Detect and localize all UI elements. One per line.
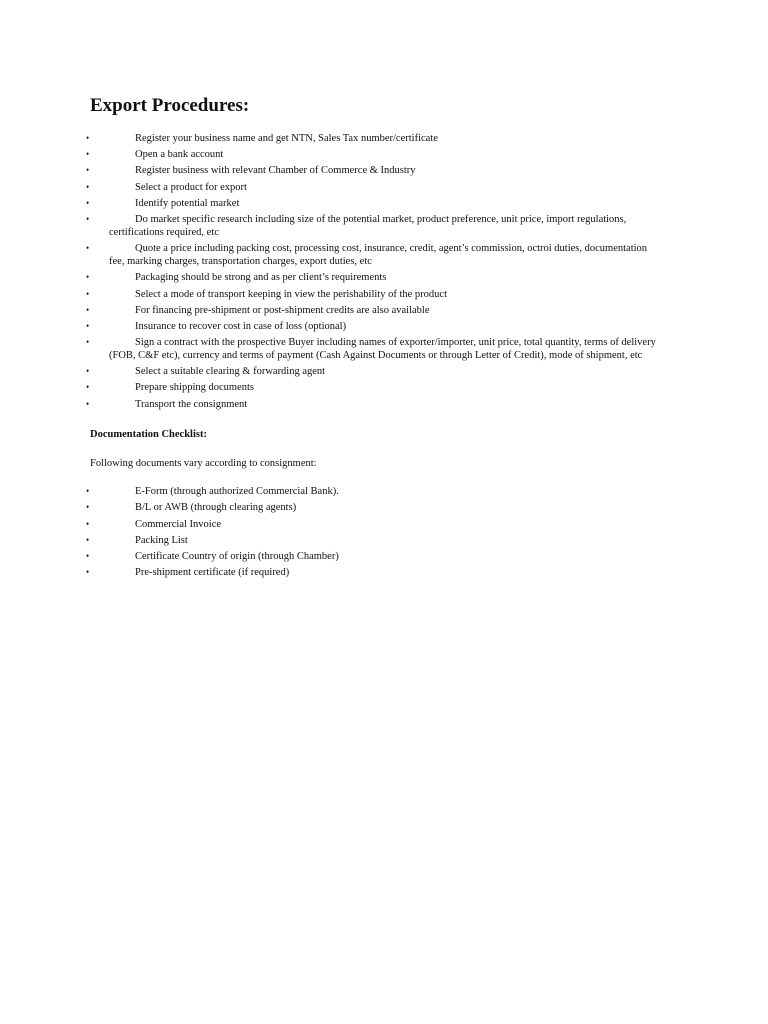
procedure-item-text: Register your business name and get NTN, Sales Tax number/certificate xyxy=(135,133,438,144)
bullet-icon: • xyxy=(86,382,90,393)
bullet-icon: • xyxy=(86,502,90,513)
procedure-item-text: Packaging should be strong and as per client’s requirements xyxy=(135,272,387,284)
bullet-icon: • xyxy=(86,518,90,529)
procedure-item-text: Insurance to recover cost in case of loss (optional) xyxy=(135,320,347,332)
procedure-item-text: Identify potential market xyxy=(135,197,240,209)
bullet-icon: • xyxy=(86,213,90,224)
bullet-icon: • xyxy=(86,133,90,143)
document-item xyxy=(0,550,664,563)
document-item xyxy=(0,534,664,547)
procedure-item-text: Open a bank account xyxy=(135,149,224,161)
procedure-item-text: Transport the consignment xyxy=(135,398,248,410)
bullet-icon: • xyxy=(86,197,90,208)
bullet-icon: • xyxy=(86,165,90,176)
procedure-item-text: Select a suitable clearing & forwarding agent xyxy=(135,366,326,378)
page-title: Export Procedures: xyxy=(90,95,250,116)
document-item-text: Pre-shipment certificate (if required) xyxy=(135,567,290,579)
bullet-icon: • xyxy=(86,567,90,578)
procedure-item xyxy=(0,181,664,194)
bullet-icon: • xyxy=(86,551,90,562)
procedure-item-text: Prepare shipping documents xyxy=(135,382,254,394)
bullet-icon: • xyxy=(86,304,90,315)
procedure-item xyxy=(0,271,664,284)
checklist-intro: Following documents vary according to consignment: xyxy=(90,458,317,469)
document-item-text: Packing List xyxy=(135,534,188,546)
bullet-icon: • xyxy=(86,320,90,331)
procedure-item xyxy=(0,213,664,239)
procedure-item-text: Register business with relevant Chamber of Commerce & Industry xyxy=(135,165,416,177)
document-item xyxy=(0,518,664,531)
bullet-icon: • xyxy=(86,366,90,377)
bullet-icon: • xyxy=(86,337,90,348)
document-item xyxy=(0,485,664,498)
documents-list xyxy=(0,485,768,583)
document-item xyxy=(0,566,664,579)
procedure-item xyxy=(0,336,664,362)
export-procedures-list xyxy=(0,132,768,414)
procedure-item xyxy=(0,197,664,210)
procedure-item xyxy=(0,365,664,378)
document-item-text: B/L or AWB (through clearing agents) xyxy=(135,502,297,514)
bullet-icon: • xyxy=(86,534,90,545)
procedure-item xyxy=(0,132,664,145)
procedure-item xyxy=(0,148,664,161)
bullet-icon: • xyxy=(86,149,90,160)
document-item-text: E-Form (through authorized Commercial Bank). xyxy=(135,486,339,497)
checklist-heading: Documentation Checklist: xyxy=(90,429,207,440)
procedure-item xyxy=(0,242,664,268)
bullet-icon: • xyxy=(86,243,90,254)
document-item xyxy=(0,501,664,514)
procedure-item xyxy=(0,320,664,333)
procedure-item-text: Sign a contract with the prospective Buyer including names of exporter/importer, unit price, total quantity, terms of delivery (FOB, C&F etc), currency and terms of payment (Cash Against Documents or through Letter of Credit), mode of shipment, etc xyxy=(109,337,656,362)
procedure-item xyxy=(0,304,664,317)
bullet-icon: • xyxy=(86,181,90,192)
procedure-item xyxy=(0,398,664,411)
bullet-icon: • xyxy=(86,398,90,409)
procedure-item-text: Select a product for export xyxy=(135,181,247,193)
bullet-icon: • xyxy=(86,272,90,283)
bullet-icon: • xyxy=(86,288,90,299)
document-item-text: Commercial Invoice xyxy=(135,518,222,530)
bullet-icon: • xyxy=(86,486,90,496)
procedure-item xyxy=(0,381,664,394)
procedure-item xyxy=(0,164,664,177)
document-item-text: Certificate Country of origin (through Chamber) xyxy=(135,551,339,563)
procedure-item-text: Do market specific research including size of the potential market, product preference, unit price, import regulations, certifications required, etc xyxy=(109,213,627,238)
procedure-item-text: For financing pre-shipment or post-shipment credits are also available xyxy=(135,304,430,316)
procedure-item xyxy=(0,288,664,301)
procedure-item-text: Quote a price including packing cost, processing cost, insurance, credit, agent’s commission, octroi duties, documentation fee, marking charges, transportation charges, export duties, etc xyxy=(109,243,648,268)
procedure-item-text: Select a mode of transport keeping in view the perishability of the product xyxy=(135,288,447,300)
